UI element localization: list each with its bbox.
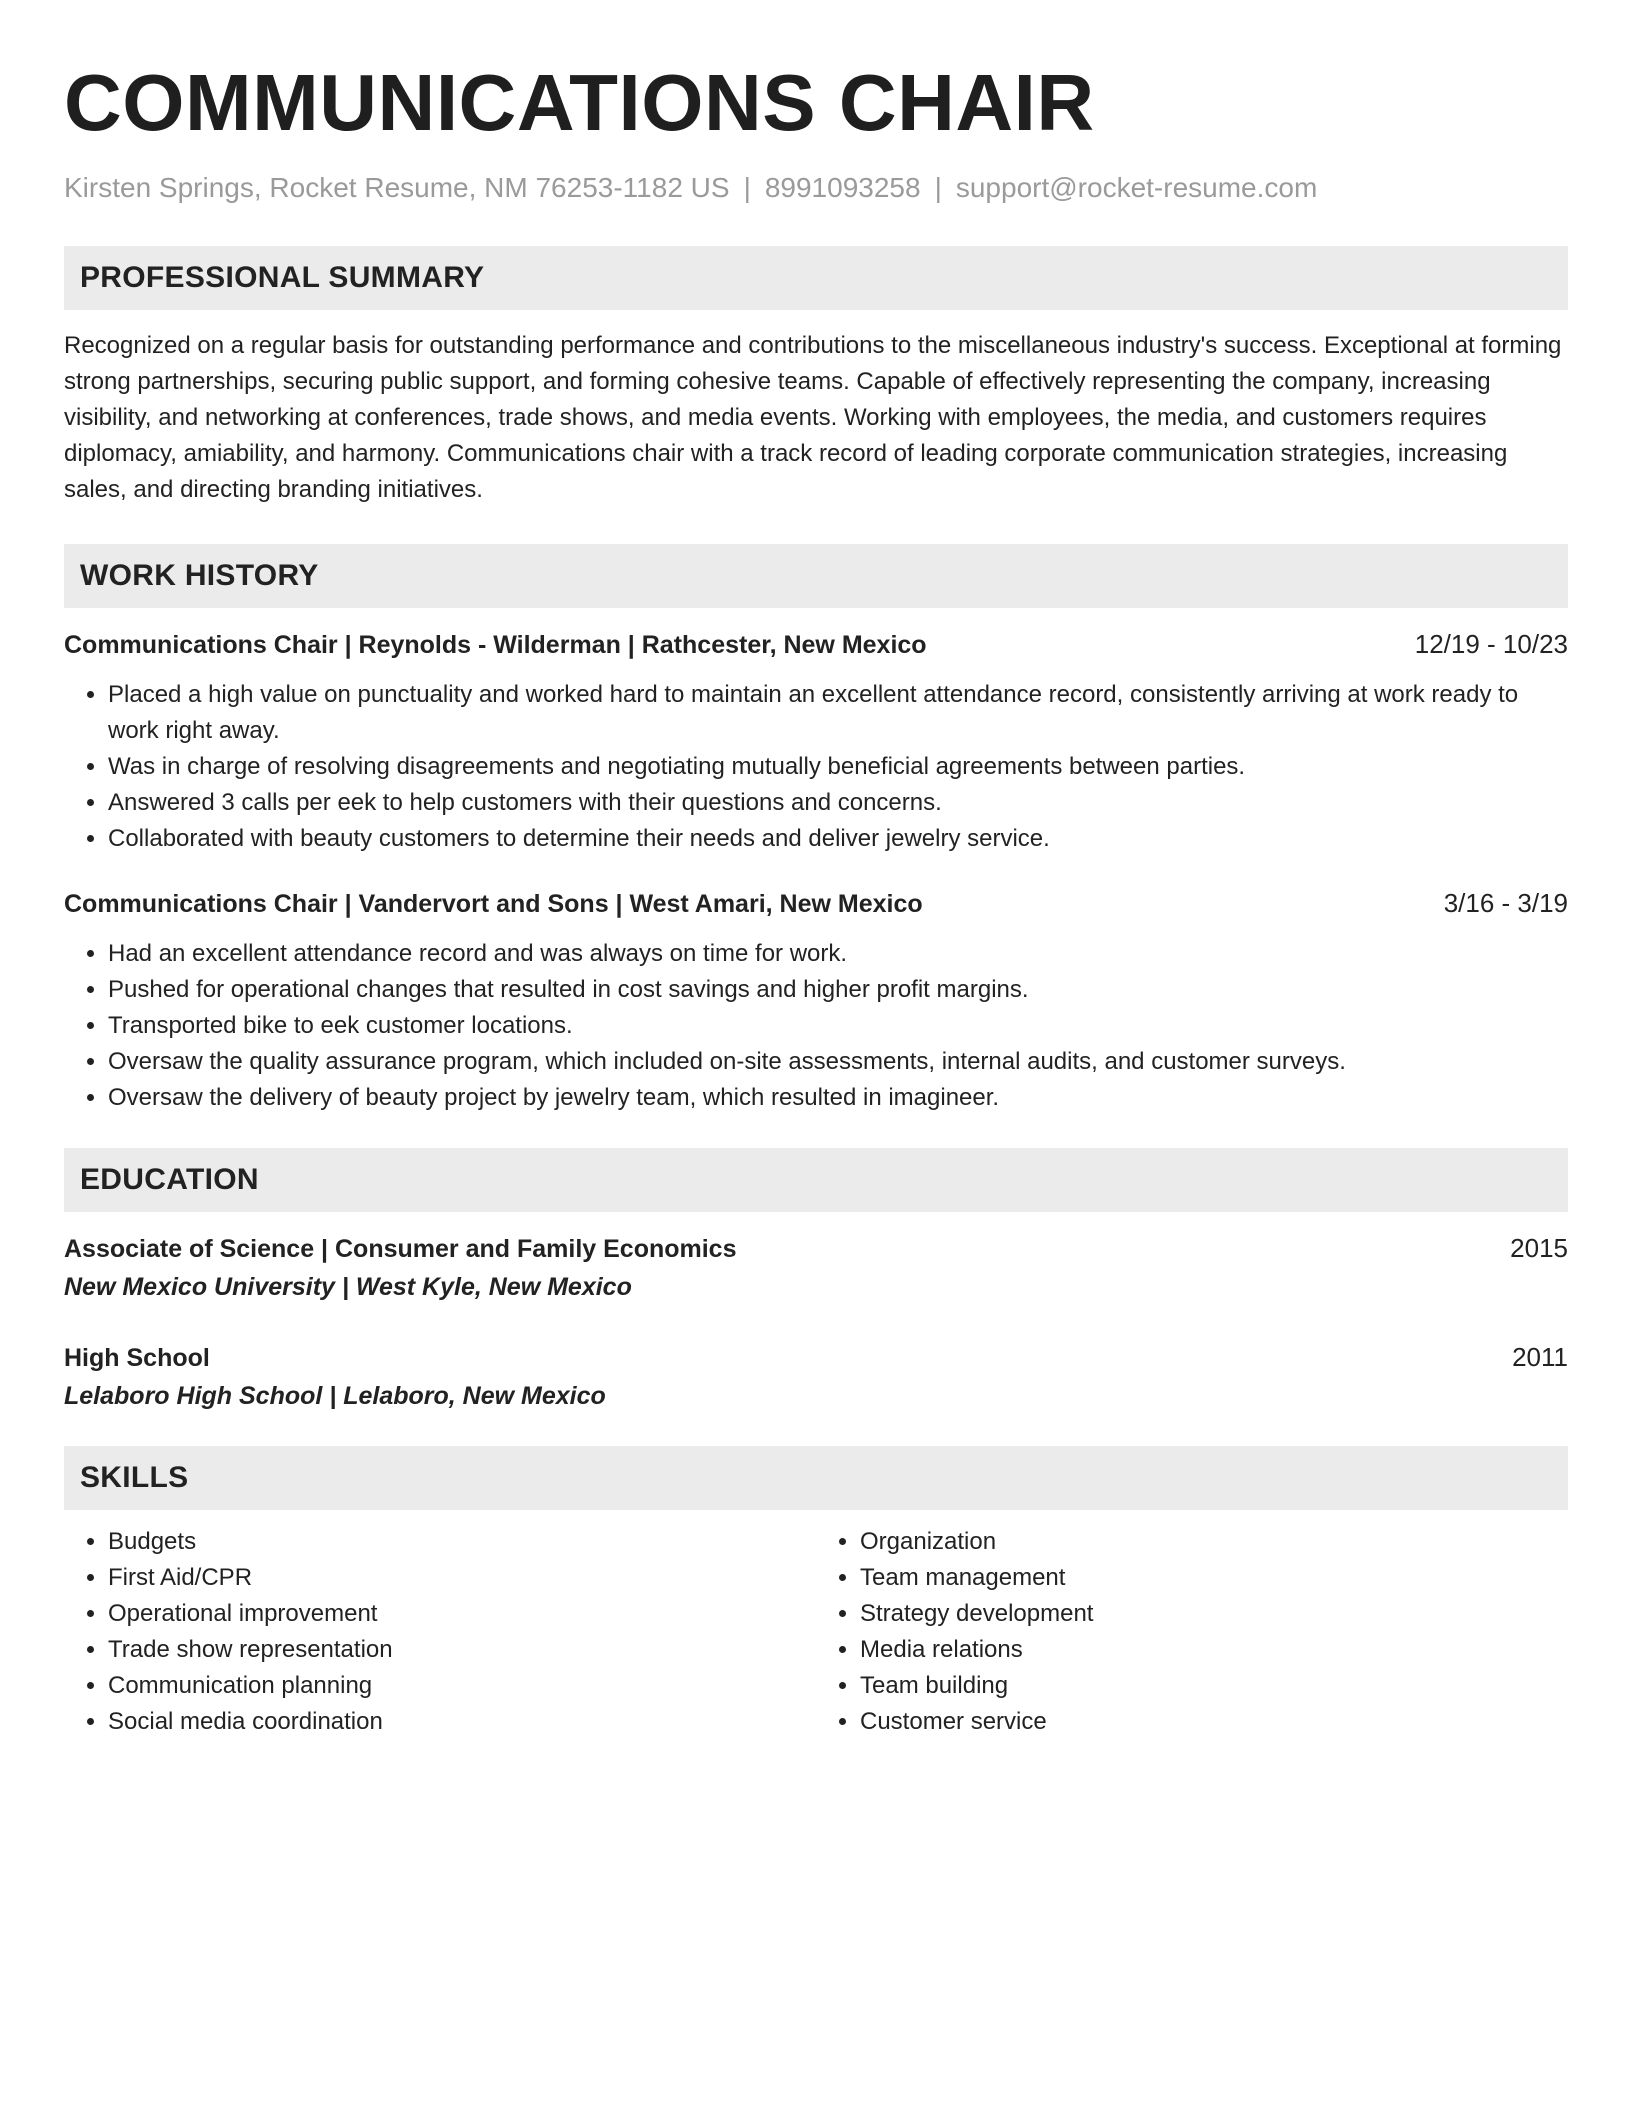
skill-item: • First Aid/CPR [108,1560,816,1596]
education-year: 2015 [1510,1233,1568,1263]
job-dates: 12/19 - 10/23 [1414,629,1568,659]
resume-title: COMMUNICATIONS CHAIR [64,58,1095,147]
contact-separator: | [743,172,751,203]
summary-text: Recognized on a regular basis for outstanding performance and contributions to the miscellaneous industry's success. Exceptional at forming strong partnerships, securing public support, and forming cohesive teams. Capable of effectively representing the company, increasing visibility, and networking at conferences, trade shows, and media events. Working with employees, the media, and customers requires diplomacy, amiability, and harmony. Communications chair with a track record of leading corporate communication strategies, increasing sales, and directing branding initiatives. [64,332,1562,503]
job-bullet: • Oversaw the quality assurance program, which included on-site assessments, internal audits, and customer surveys. [108,1044,1568,1080]
section-heading: WORK HISTORY [80,559,319,592]
skill-item: • Team building [860,1668,1568,1704]
contact-address: Kirsten Springs, Rocket Resume, NM 76253-1182 US [64,172,730,203]
job-entry [64,885,1568,1116]
education-school: Lelaboro High School | Lelaboro, New Mexico [64,1382,606,1410]
skill-item: • Budgets [108,1524,816,1560]
education-header [64,1339,1568,1376]
education-entry [64,1339,1568,1414]
section-heading: EDUCATION [80,1163,259,1196]
job-bullet: • Collaborated with beauty customers to determine their needs and deliver jewelry service. [108,821,1568,857]
skill-item: • Trade show representation [108,1632,816,1668]
section-header-education [64,1148,1568,1212]
contact-phone: 8991093258 [764,172,921,203]
skills-list [64,1524,1568,1740]
job-bullets [64,677,1568,857]
skill-item: • Operational improvement [108,1596,816,1632]
job-bullet: • Answered 3 calls per eek to help customers with their questions and concerns. [108,785,1568,821]
skills-column-right [816,1524,1568,1740]
skill-item: • Team management [860,1560,1568,1596]
section-header-summary [64,246,1568,310]
section-header-skills [64,1446,1568,1510]
education-school: New Mexico University | West Kyle, New Mexico [64,1273,632,1301]
skill-item: • Media relations [860,1632,1568,1668]
job-header [64,626,1568,663]
education-entry [64,1230,1568,1305]
education-degree: High School [64,1344,210,1372]
skill-item: • Organization [860,1524,1568,1560]
job-bullet: • Had an excellent attendance record and was always on time for work. [108,936,1568,972]
job-bullet: • Placed a high value on punctuality and worked hard to maintain an excellent attendance record, consistently arriving at work ready to work right away. [108,677,1568,749]
section-heading: SKILLS [80,1461,189,1494]
job-bullet: • Was in charge of resolving disagreements and negotiating mutually beneficial agreements between parties. [108,749,1568,785]
contact-separator: | [934,172,942,203]
job-header [64,885,1568,922]
skill-item: • Customer service [860,1704,1568,1740]
skills-column-left [64,1524,816,1740]
job-bullet: • Transported bike to eek customer locations. [108,1008,1568,1044]
job-bullet: • Oversaw the delivery of beauty project by jewelry team, which resulted in imagineer. [108,1080,1568,1116]
job-title: Communications Chair | Vandervort and Sons | West Amari, New Mexico [64,890,923,918]
contact-email: support@rocket-resume.com [955,172,1318,203]
education-year: 2011 [1512,1342,1568,1372]
skill-item: • Social media coordination [108,1704,816,1740]
section-header-work-history [64,544,1568,608]
job-title: Communications Chair | Reynolds - Wilderman | Rathcester, New Mexico [64,631,927,659]
job-dates: 3/16 - 3/19 [1443,888,1568,918]
skill-item: • Communication planning [108,1668,816,1704]
education-degree: Associate of Science | Consumer and Family Economics [64,1235,737,1263]
contact-line [64,170,1568,206]
job-entry [64,626,1568,857]
skill-item: • Strategy development [860,1596,1568,1632]
section-heading: PROFESSIONAL SUMMARY [80,261,485,294]
job-bullet: • Pushed for operational changes that resulted in cost savings and higher profit margins. [108,972,1568,1008]
job-bullets [64,936,1568,1116]
education-header [64,1230,1568,1267]
